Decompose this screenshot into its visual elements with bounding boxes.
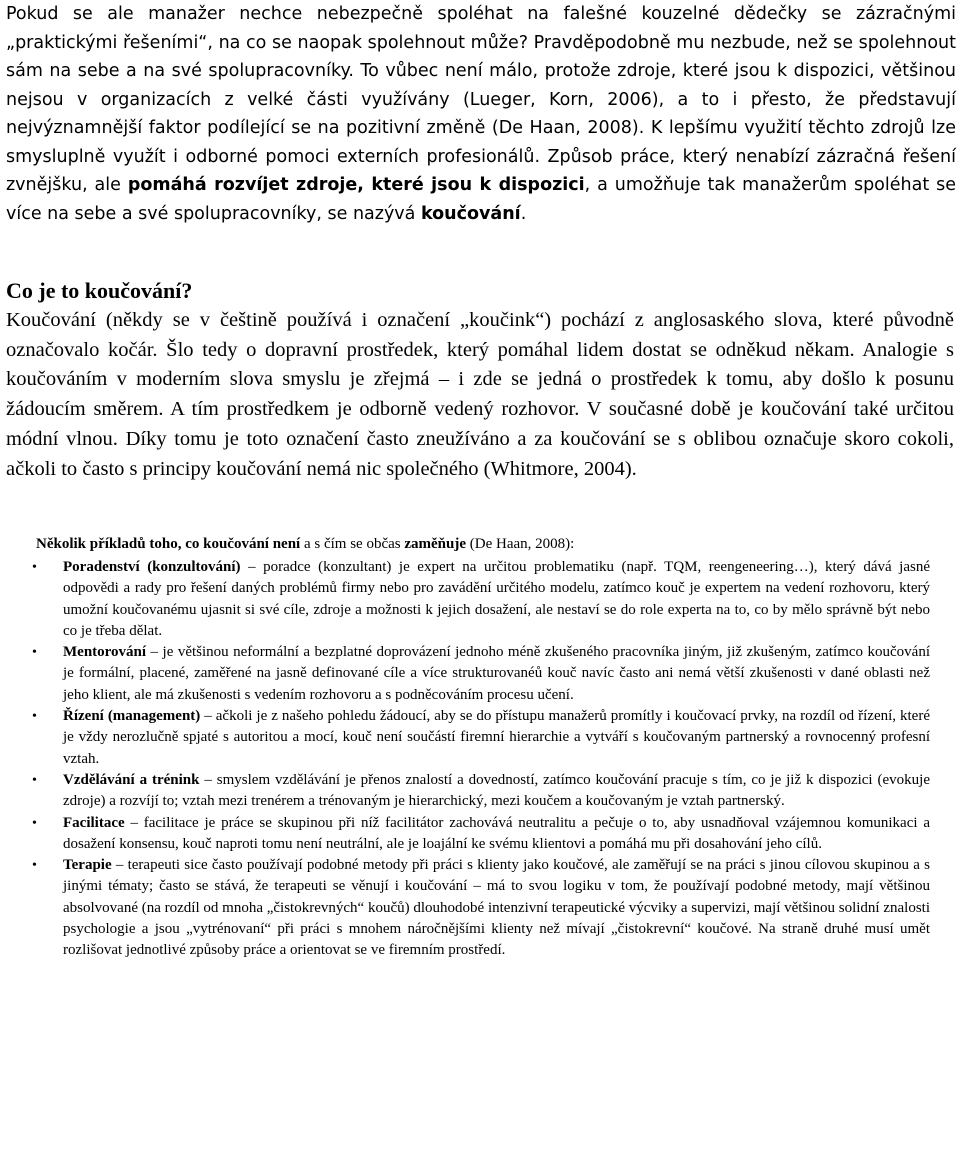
examples-list (28, 557, 930, 962)
bullet-icon: • (32, 815, 37, 831)
examples-intro (36, 536, 574, 553)
item-term: Vzdělávání a trénink (63, 771, 200, 788)
examples-intro-bold-2: zaměňuje (404, 536, 467, 552)
bullet-icon: • (32, 858, 37, 874)
list-item (28, 642, 930, 706)
list-item (28, 557, 930, 642)
item-term: Mentorování (63, 644, 147, 661)
item-text: – terapeuti sice často používají podobné metody při práci s klienty jako koučové, ale zaměřují se na práci s jinou cílovou skupinou a s jinými tématy; často se stává, že terapeuti se věnují i koučování – má to svou logiku v tom, že používají podobné metody, mají většinou absolvované (na rozdíl od mnoha „čistokrevných“ koučů) dlouhodobé intenzivní terapeutické výcviky a supervizi, mají většinou solidní znalosti psychologie a jsou „vytrénovaní“ při práci s mnohem náročnějšími klienty než mívají „čistokrevní“ koučové. Na straně druhé musí umět rozlišovat jednotlivé způsoby práce a orientovat se ve firemním prostředí. (63, 857, 930, 959)
item-term: Terapie (63, 857, 112, 874)
list-item (28, 770, 930, 813)
intro-text-2: , a umožňuje tak manažerům spoléhat se více na sebe a své spolupracovníky, se nazývá (6, 175, 956, 224)
item-text: – ačkoli je z našeho pohledu žádoucí, aby se do přístupu manažerů promítly i koučovací prvky, na rozdíl od řízení, které je vždy nerozlučně spjaté s autoritou a mocí, kouč není součástí firemní hierarchie a vytváří s koučovaným partnerský a rovnocenný profesní vztah. (63, 708, 930, 767)
examples-intro-bold: Několik příkladů toho, co koučování není (36, 536, 301, 552)
intro-bold-2: koučování (420, 203, 521, 224)
bullet-icon: • (32, 709, 37, 725)
list-item (28, 855, 930, 961)
section-heading: Co je to koučování? (6, 278, 193, 303)
bullet-icon: • (32, 645, 37, 661)
intro-text-1: Pokud se ale manažer nechce nebezpečně spoléhat na falešné kouzelné dědečky se zázračnými „praktickými řešeními“, na co se naopak spolehnout může? Pravděpodobně mu nezbude, než se spolehnout sám na sebe a na své spolupracovníky. To vůbec není málo, protože zdroje, které jsou k dispozici, většinou nejsou v organizacích z velké části využívány (Lueger, Korn, 2006), a to i přesto, že představují nejvýznamnější faktor podílející se na pozitivní změně (De Haan, 2008). K lepšímu využití těchto zdrojů lze smysluplně využít i odborné pomoci externích profesionálů. Způsob práce, který nenabízí zázračná řešení zvnějšku, ale (6, 4, 956, 195)
item-term: Poradenství (konzultování) (63, 559, 241, 575)
item-term: Facilitace (63, 814, 125, 831)
item-text: – smyslem vzdělávání je přenos znalostí a dovedností, zatímco koučování pracuje s tím, co je již k dispozici (evokuje zdroje) a rozvíjí to; vztah mezi trenérem a trénovaným je hierarchický, mezi koučem a koučovaným je vztah partnerský. (63, 771, 930, 810)
document-page (0, 0, 960, 480)
item-text: – facilitace je práce se skupinou při níž facilitátor zachovává neutralitu a pečuje o to, aby usnadňoval vzájemnou komunikaci a dosažení konsensu, kouč naproti tomu není neutrální, ale je loajální ke svému klientovi a pomáhá mu při dosahování jeho cílů. (63, 814, 930, 852)
intro-paragraph (0, 0, 960, 228)
bullet-icon: • (32, 772, 37, 788)
intro-bold-1: pomáhá rozvíjet zdroje, které jsou k dispozici (127, 175, 585, 195)
bullet-icon: • (32, 560, 37, 575)
examples-intro-middle: a s čím se občas (300, 536, 405, 552)
examples-intro-end: (De Haan, 2008): (466, 536, 575, 552)
list-item (28, 706, 930, 770)
intro-text-3: . (520, 203, 527, 224)
item-text: – poradce (konzultant) je expert na určitou problematiku (např. TQM, reengeneering…), který dává jasné odpovědi a rady pro řešení daných problémů firmy nebo pro zavádění určitého modelu, zatímco kouč je expertem na vedení rozhovoru, který umožní koučovanému ujasnit si své cíle, zdroje a možnosti k jejich dosažení, ale nestaví se do role experta na to, co by mělo správně být nebo co je třeba dělat. (63, 559, 931, 639)
section-paragraph: Koučování (někdy se v češtině používá i označení „koučink“) pochází z anglosaského slova, které původně označovalo kočár. Šlo tedy o dopravní prostředek, který pomáhal lidem dostat se odněkud někam. Analogie s koučováním v moderním slova smyslu je zřejmá – i zde se jedná o prostředek k tomu, aby došlo k posunu žádoucím směrem. A tím prostředkem je odborně vedený rozhovor. V současné době je koučování také určitou módní vlnou. Díky tomu je toto označení často zneužíváno a za koučování se s oblibou označuje skoro cokoli, ačkoli to často s principy koučování nemá nic společného (Whitmore, 2004). (6, 309, 954, 480)
item-text: – je většinou neformální a bezplatné doprovázení jednoho méně zkušeného pracovníka jiným, již zkušeným, zatímco koučování je formální, placené, zaměřené na jasně definované cíle a více strukturovanéů kouč navíc často ani nemá větší zkušenosti v dané oblasti než jeho klient, ale má zkušenosti s vedením rozhovoru a s podněcováním procesu učení. (63, 644, 930, 703)
item-term: Řízení (management) (63, 708, 201, 725)
list-item (28, 813, 930, 856)
